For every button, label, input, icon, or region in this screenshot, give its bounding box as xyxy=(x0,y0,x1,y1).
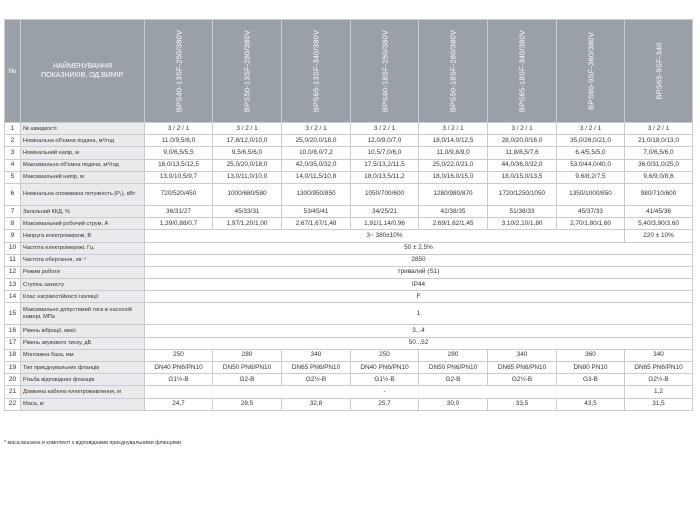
table-row xyxy=(5,398,693,410)
table-row xyxy=(5,303,693,325)
value-cell: 17,8/12,0/10,0 xyxy=(213,135,282,147)
model-label: BPS50-13SF-280/380V xyxy=(242,29,252,113)
model-header xyxy=(488,20,557,123)
value-cell: 1000/680/580 xyxy=(213,183,282,205)
value-cell: 11,0/9,8/9,0 xyxy=(419,147,488,159)
model-header xyxy=(351,20,419,123)
value-cell: 2,70/1,80/1,60 xyxy=(557,218,625,230)
value-cell: 28,0/20,0/16,0 xyxy=(488,135,557,147)
spec-table-body xyxy=(5,123,693,411)
value-cell: 11,0/9,5/8,0 xyxy=(145,135,213,147)
row-label: Режим роботи xyxy=(21,266,145,278)
value-cell: 220 ± 10% xyxy=(625,230,693,242)
row-label: Загальний ККД, % xyxy=(21,205,145,217)
table-row xyxy=(5,374,693,386)
model-label: BPS40-18SF-250/380V xyxy=(380,29,389,113)
row-number: 8 xyxy=(5,218,21,230)
row-number: 14 xyxy=(5,291,21,303)
value-cell: 45/37/33 xyxy=(557,205,625,217)
value-cell: 18,0/16,0/15,0 xyxy=(419,171,488,183)
row-label: Тип приєднувальних фланців xyxy=(21,362,145,374)
value-cell: G3-B xyxy=(557,374,625,386)
value-cell-merged: 2850 xyxy=(145,254,693,266)
model-header xyxy=(419,20,488,123)
table-row xyxy=(5,242,693,254)
value-cell: 1720/1250/1050 xyxy=(488,183,557,205)
model-header xyxy=(557,20,625,123)
value-cell: 1,2 xyxy=(625,386,693,398)
value-cell: DN65 PN6/PN10 xyxy=(282,362,351,374)
value-cell: G2½-B xyxy=(625,374,693,386)
value-cell: 340 xyxy=(282,349,351,361)
table-row xyxy=(5,205,693,217)
table-row xyxy=(5,362,693,374)
value-cell: 3 / 2 / 1 xyxy=(213,123,282,135)
table-row xyxy=(5,266,693,278)
row-number: 18 xyxy=(5,349,21,361)
table-row xyxy=(5,349,693,361)
value-cell: G2½-B xyxy=(282,374,351,386)
value-cell: 3 / 2 / 1 xyxy=(625,123,693,135)
table-row xyxy=(5,337,693,349)
row-number: 22 xyxy=(5,398,21,410)
value-cell: 9,5/6,5/6,0 xyxy=(213,147,282,159)
row-label: Номінальна об'ємна подача, м³/год xyxy=(21,135,145,147)
value-cell: 44,0/36,0/32,0 xyxy=(488,159,557,171)
value-cell: DN40 PN6/PN10 xyxy=(145,362,213,374)
value-cell: 25,0/20,0/18,0 xyxy=(213,159,282,171)
model-label: BPS80-9SF-360/380V xyxy=(586,32,595,110)
value-cell: 25,0/20,0/18,0 xyxy=(282,135,351,147)
row-number: 3 xyxy=(5,147,21,159)
table-row xyxy=(5,171,693,183)
row-label: Рівень звукового тиску, дБ xyxy=(21,337,145,349)
row-number: 13 xyxy=(5,279,21,291)
spec-table xyxy=(4,19,693,411)
value-cell: 1,91/1,14/0,96 xyxy=(351,218,419,230)
table-row xyxy=(5,135,693,147)
row-label: Максимально допустимий тиск в насосній камері, МПа xyxy=(21,303,145,325)
value-cell: 280 xyxy=(213,349,282,361)
row-label: № швидкості xyxy=(21,123,145,135)
value-cell-merged: - xyxy=(145,386,625,398)
spec-table-wrapper xyxy=(4,19,693,411)
value-cell-merged: 50 ± 2,5% xyxy=(145,242,693,254)
value-cell: 3 / 2 / 1 xyxy=(488,123,557,135)
row-label: Номінальна споживана потужність (P₁), кВт xyxy=(21,183,145,205)
value-cell: 9,0/6,5/5,5 xyxy=(145,147,213,159)
value-cell: 3 / 2 / 1 xyxy=(419,123,488,135)
value-cell: 21,0/18,0/13,0 xyxy=(625,135,693,147)
value-cell: 18,0/15,0/13,5 xyxy=(488,171,557,183)
value-cell: 280 xyxy=(419,349,488,361)
value-cell: G1½-B xyxy=(351,374,419,386)
row-label: Частота електромережі, Гц xyxy=(21,242,145,254)
model-label: BPS65-9SF-340 xyxy=(654,42,663,100)
model-header xyxy=(145,20,213,123)
value-cell: 250 xyxy=(145,349,213,361)
value-cell: 30,0 xyxy=(419,398,488,410)
value-cell: 53/45/41 xyxy=(282,205,351,217)
table-row xyxy=(5,218,693,230)
value-cell: 35,0/26,0/21,0 xyxy=(557,135,625,147)
value-cell: 9,6/8,2/7,5 xyxy=(557,171,625,183)
value-cell: 51/38/33 xyxy=(488,205,557,217)
value-cell: 42/38/35 xyxy=(419,205,488,217)
value-cell: DN50 PN6/PN10 xyxy=(213,362,282,374)
value-cell: 340 xyxy=(488,349,557,361)
row-number: 17 xyxy=(5,337,21,349)
table-row xyxy=(5,254,693,266)
value-cell: 980/710/600 xyxy=(625,183,693,205)
value-cell: 36/31/27 xyxy=(145,205,213,217)
model-header xyxy=(213,20,282,123)
value-cell-merged: 50...52 xyxy=(145,337,693,349)
value-cell: 17,5/13,2/11,5 xyxy=(351,159,419,171)
row-number: 12 xyxy=(5,266,21,278)
value-cell: G1½-B xyxy=(145,374,213,386)
header-number: № xyxy=(5,20,21,123)
row-label: Монтажна база, мм xyxy=(21,349,145,361)
row-number: 16 xyxy=(5,325,21,337)
value-cell: 3 / 2 / 1 xyxy=(282,123,351,135)
row-label: Ступінь захисту xyxy=(21,279,145,291)
model-header xyxy=(282,20,351,123)
value-cell-merged: 3...4 xyxy=(145,325,693,337)
table-row xyxy=(5,279,693,291)
value-cell: 45/33/31 xyxy=(213,205,282,217)
value-cell: 2,67/1,67/1,48 xyxy=(282,218,351,230)
value-cell: 1,97/1,20/1,00 xyxy=(213,218,282,230)
value-cell: 18,0/13,5/11,2 xyxy=(351,171,419,183)
row-number: 4 xyxy=(5,159,21,171)
value-cell: 41/45/36 xyxy=(625,205,693,217)
table-row xyxy=(5,325,693,337)
row-number: 10 xyxy=(5,242,21,254)
footnote: * маса вказана в комплекті з відповідними приєднувальними фланцями xyxy=(4,440,181,446)
value-cell-merged: тривалий (S1) xyxy=(145,266,693,278)
row-number: 2 xyxy=(5,135,21,147)
model-header xyxy=(625,20,693,123)
value-cell: 1350/1000/850 xyxy=(557,183,625,205)
value-cell: 3 / 2 / 1 xyxy=(557,123,625,135)
row-label: Клас нагрівостійкості ізоляції xyxy=(21,291,145,303)
header-name: НАЙМЕНУВАННЯ ПОКАЗНИКІВ, ОД.ВИМІР. xyxy=(21,20,145,123)
value-cell: 1280/980/870 xyxy=(419,183,488,205)
value-cell: 360 xyxy=(557,349,625,361)
value-cell: 720/520/450 xyxy=(145,183,213,205)
value-cell: 1300/950/850 xyxy=(282,183,351,205)
value-cell: 10,0/8,0/7,2 xyxy=(282,147,351,159)
header-row xyxy=(5,20,693,123)
value-cell: 24,7 xyxy=(145,398,213,410)
value-cell: 25,7 xyxy=(351,398,419,410)
row-number: 11 xyxy=(5,254,21,266)
table-row xyxy=(5,291,693,303)
row-label: Напруга електромережі, В xyxy=(21,230,145,242)
row-number: 1 xyxy=(5,123,21,135)
row-label: Номінальний напір, м xyxy=(21,147,145,159)
table-row xyxy=(5,183,693,205)
value-cell: 12,0/9,0/7,0 xyxy=(351,135,419,147)
value-cell: 25,0/22,0/21,0 xyxy=(419,159,488,171)
row-label: Максимальна об'ємна подача, м³/год xyxy=(21,159,145,171)
value-cell: 18,0/14,0/12,5 xyxy=(419,135,488,147)
value-cell: 340 xyxy=(625,349,693,361)
value-cell: 32,8 xyxy=(282,398,351,410)
table-row xyxy=(5,386,693,398)
value-cell: DN65 PN6/PN10 xyxy=(625,362,693,374)
row-label: Довжина кабелю електроживлення, м xyxy=(21,386,145,398)
row-number: 15 xyxy=(5,303,21,325)
model-label: BPS40-13SF-250/380V xyxy=(174,29,183,113)
row-number: 7 xyxy=(5,205,21,217)
value-cell: 13,0/10,5/9,7 xyxy=(145,171,213,183)
value-cell: 6,4/5,5/5,0 xyxy=(557,147,625,159)
value-cell: DN65 PN6/PN10 xyxy=(488,362,557,374)
row-label: Рівень вібрації, мм/с xyxy=(21,325,145,337)
value-cell: 3 / 2 / 1 xyxy=(351,123,419,135)
row-label: Маса, кг xyxy=(21,398,145,410)
value-cell: 31,5 xyxy=(625,398,693,410)
value-cell-merged: F xyxy=(145,291,693,303)
value-cell: 3 / 2 / 1 xyxy=(145,123,213,135)
value-cell-merged: 3~ 380±10% xyxy=(145,230,625,242)
table-row xyxy=(5,159,693,171)
value-cell: 10,5/7,0/6,0 xyxy=(351,147,419,159)
model-label: BPS65-18SF-340/380V xyxy=(517,29,527,113)
value-cell: 13,0/11,0/10,0 xyxy=(213,171,282,183)
value-cell: 53,0/44,0/40,0 xyxy=(557,159,625,171)
value-cell: 42,0/35,0/32,0 xyxy=(282,159,351,171)
row-label: Різьба відповідних фланців xyxy=(21,374,145,386)
row-number: 21 xyxy=(5,386,21,398)
value-cell: 36,0/31,0/25,0 xyxy=(625,159,693,171)
value-cell: 9,6/9,0/8,6 xyxy=(625,171,693,183)
value-cell-merged: IP44 xyxy=(145,279,693,291)
value-cell: 43,5 xyxy=(557,398,625,410)
value-cell: 33,5 xyxy=(488,398,557,410)
table-row xyxy=(5,123,693,135)
row-label: Максимальний напір, м xyxy=(21,171,145,183)
value-cell: 34/25/21 xyxy=(351,205,419,217)
value-cell: 2,69/1,62/1,45 xyxy=(419,218,488,230)
value-cell: G2-B xyxy=(419,374,488,386)
value-cell: 250 xyxy=(351,349,419,361)
value-cell: G2-B xyxy=(213,374,282,386)
model-label: BPS50-18SF-280/380V xyxy=(448,29,458,113)
row-label: Максимальний робочий струм, А xyxy=(21,218,145,230)
row-number: 5 xyxy=(5,171,21,183)
value-cell: 3,10/2,10/1,80 xyxy=(488,218,557,230)
row-label: Частота обертання, хв⁻¹ xyxy=(21,254,145,266)
value-cell: 7,0/6,5/6,0 xyxy=(625,147,693,159)
table-row xyxy=(5,230,693,242)
row-number: 9 xyxy=(5,230,21,242)
row-number: 20 xyxy=(5,374,21,386)
value-cell: 1,39/0,88/0,7 xyxy=(145,218,213,230)
model-label: BPS65-13SF-340/380V xyxy=(311,29,321,113)
table-row xyxy=(5,147,693,159)
value-cell: 1050/700/600 xyxy=(351,183,419,205)
value-cell-merged: 1 xyxy=(145,303,693,325)
value-cell: 16,0/13,5/12,5 xyxy=(145,159,213,171)
value-cell: 28,5 xyxy=(213,398,282,410)
value-cell: 5,40/3,90/3,60 xyxy=(625,218,693,230)
value-cell: 11,8/8,5/7,6 xyxy=(488,147,557,159)
value-cell: DN40 PN6/PN10 xyxy=(351,362,419,374)
value-cell: 14,0/11,5/10,8 xyxy=(282,171,351,183)
row-number: 6 xyxy=(5,183,21,205)
value-cell: DN80 PN10 xyxy=(557,362,625,374)
value-cell: G2½-B xyxy=(488,374,557,386)
row-number: 19 xyxy=(5,362,21,374)
value-cell: DN50 PN6/PN10 xyxy=(419,362,488,374)
